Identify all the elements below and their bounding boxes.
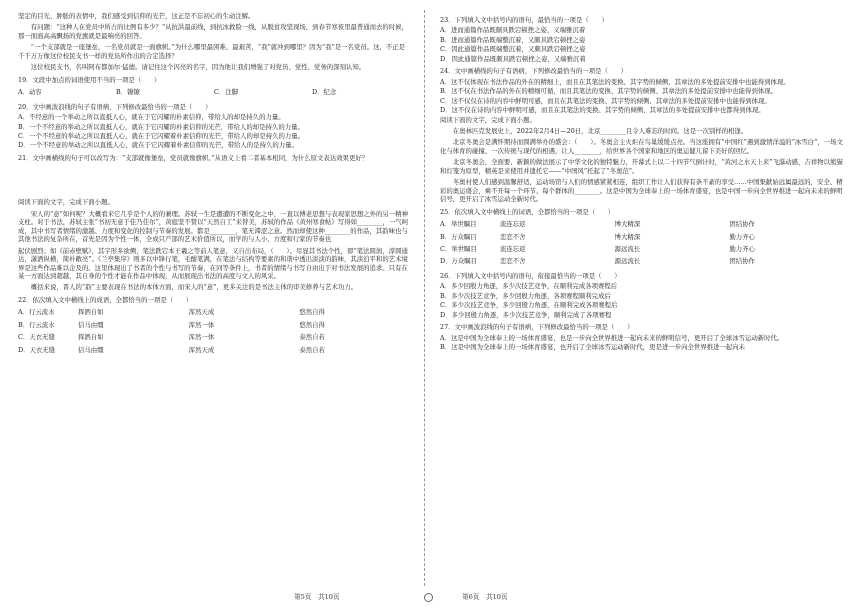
passage-paragraph: 北京冬奥会是满怀期待而圆满举办的盛会：（ ）。冬奥会主火炬在鸟巢缓缓点亮。当这座拥有“中国红”遇到激情洋溢的“冰雪白”，一场文化与体育的碰撞、一次传统与现代的相遇，让人________，给世界各个国家和地区的奥运健儿留下美好的回忆。 — [440, 138, 843, 155]
option-cell: 源远流长 — [614, 257, 641, 266]
option-cell: 博大精深 — [614, 232, 641, 241]
paragraph-quote: “一个支部就是一座堡垒，一名党员就是一面旗帜。”为什么哪里最困难、最艰苦，“我”就冲到哪里？因为“我”是一名党员。这，不正是千千万万像这位校民支书一样的党员所作出的合定选择？ — [18, 43, 406, 60]
option-label: A．行云流水 — [18, 308, 55, 317]
option-label: B．行云流水 — [18, 320, 55, 329]
option-cell: 泰然自若 — [299, 333, 325, 342]
option-label: D．万众瞩目 — [440, 257, 478, 266]
option: B．镣镣 — [116, 88, 140, 97]
question-25-options — [440, 218, 844, 268]
passage-paragraph: 宋人的“意”如何呢？大概看来它几乎是个人的的兼理。苏轼一生是遭遭的不断变化之中，一直以傅老思想与表现家思想之外的另一精神支柱。对于书法，苏轼主张“书初无意于佳乃佳尔”，黄庭坚不赞以“天然自工”来替美，苏轼的作品《黄州寒食帖》写得如________，一气呵成，其中书写者情绪的激越、力度和变化的控制与节奏的发展。都是________，笔无滞涩之意。然而却使这种________的作品，其韵味也与其他书法的复杂所在，首先是因为个性一体，全成只产部的艺术价值所以，而学的与人小、方度和行家的节奏也 — [18, 209, 409, 244]
question-26-stem: 26．下列填入文中括号内的语句，衔接最恰当的一项是（ ） — [440, 271, 621, 280]
option: A．动容 — [18, 88, 42, 97]
page-number-right: 第6页 共10页 — [462, 593, 508, 601]
question-21-stem: 21．文中画横线的句子可以改写为：“支部就像堡垒，党员就像旗帜。”从语义上看二者基本相同，为什么原文表达效果更好？ — [18, 153, 369, 162]
question-22-options — [18, 306, 410, 356]
option-cell: 团结协作 — [729, 257, 755, 266]
option: C．这不仅仅在诗的内容中鲜明可感，而且在其笔法的变换、其字势的倾侧、其章法的多处提前安排中也能得到体现。 — [440, 96, 771, 105]
option: B．这不仅在书法作品的外在的精细可循，而且其笔法的变换、其字势的倾侧、其章法的多处提前安排中也能得到体现。 — [440, 87, 778, 96]
option: A．这是中国为全球奉上的一场体育盛宴，也是一步向全世界推进一起向未来的鲜明信号，更开启了全球冰雪运动新时代。 — [440, 333, 784, 342]
option-cell: 悠然自得 — [299, 308, 325, 317]
option-cell: 信马由缰 — [78, 345, 104, 354]
option: C．一个不经意的举动之所以直抵人心，就在于它闪耀着朴素信仰的光芒，带给人的却是持久的力量。 — [18, 131, 305, 140]
option-label: B．万众瞩目 — [440, 232, 477, 241]
question-23-stem: 23．下列填入文中括号内的语句，最恰当的一项是（ ） — [440, 16, 608, 24]
option: C．注脚 — [214, 88, 239, 97]
option: B．一个不经意的举动之所以直抵人心，就在于它闪耀的朴素信仰的光芒，带给人的却是持久的力量。 — [18, 122, 304, 131]
option-cell: 勤力齐心 — [729, 232, 755, 241]
option-cell: 恋恋不舍 — [500, 257, 526, 266]
option: D．因此通篇作品既颇具跌宕顿挫之姿，又端雅沉着 — [440, 54, 586, 63]
option-cell: 博大精深 — [614, 220, 641, 229]
passage-paragraph: 概括来说，晋人的“韵”主要表现在书法的本体方面，而宋人的“意”，更多关注的是书法主体的审美修养与艺术功力。 — [30, 283, 358, 292]
option-cell: 源远流长 — [614, 244, 641, 253]
option-cell: 浑然天成 — [188, 308, 215, 317]
option-cell: 悠然自得 — [299, 320, 325, 329]
reading-instruction: 阅读下面的文字，完成下面小题。 — [18, 198, 114, 207]
left-page — [18, 12, 410, 359]
question-24-stem: 24．文中画横线的句子有语病，下列修改最恰当的一项是（ ） — [440, 67, 628, 76]
option-cell: 浑然一体 — [188, 320, 215, 329]
option: A．这不仅体现在书法作品的外在的精细上，而且在其笔法的变换、其字势的倾侧、其章法的多处提前安排中也能得到体现。 — [440, 77, 790, 86]
option-label: C．天衣无缝 — [18, 333, 55, 342]
binding-circle-icon — [424, 593, 433, 605]
option-cell: 挥洒自如 — [78, 308, 104, 317]
option-cell: 信马由缰 — [78, 320, 104, 329]
option: B．进而通篇作品既端整沉着，又颇具跌宕顿挫之姿 — [440, 35, 586, 44]
option-cell: 恋恋不舍 — [500, 232, 526, 241]
reading-instruction: 阅读下面的文字，完成下面小题。 — [440, 115, 536, 124]
passage-paragraph: 冬奥村使人们感到温馨舒适，运动场馆与人们的情感紧紧相连，组织工作让人们获得有条不紊的享受……中国集献始远属最远的，安全、精彩的奥运盛会，乘不开每一个环节、每个群体的________。这是中国为全球奉上的一场体育盛宴，也是中国一步向全世界推进一起向未来的鲜明信号，更开启了冰雪运动全新时代。 — [440, 178, 843, 204]
option-label: C．举世瞩目 — [440, 244, 477, 253]
right-page — [440, 12, 844, 353]
page-number-left: 第5页 共10页 — [294, 593, 340, 601]
paragraph: 这位校民支书，名叫阿布都加尔·猛德。请记住这个闪亮的名字，因为他让我们增强了对党员、党性、党务的深刻认知。 — [30, 63, 366, 72]
option-cell: 泰然自若 — [299, 345, 325, 354]
question-20-stem: 20．文中画波浪线的句子有语病，下列修改最恰当的一项是（ ） — [18, 102, 212, 111]
option: C．因此通篇作品既端整沉着，又颇具跌宕顿挫之姿 — [440, 45, 586, 54]
intro-tail: 坚定的目光、肿胀的表情中，我们感受到信仰的光芒，这正是不忘初心的生动注解。 — [18, 12, 255, 20]
page-divider — [424, 10, 425, 586]
option-cell: 挥洒自如 — [78, 333, 104, 342]
question-22-stem: 22．依次填入文中横线上的成语，全都恰当的一项是（ ） — [18, 295, 193, 304]
paragraph: 有问题：“这种人在党员中所占的比例有多少？”从抗洪最前线，到抗冰救险一线，从脱贫攻坚现场，到春节寒夜里最普通而去的时候，那一面面高高飘扬的党旗就是最响亮的回答。 — [18, 23, 408, 40]
option: A．进而通篇作品既颇具跌宕顿挫之姿，又端雅沉着 — [440, 26, 586, 35]
option-cell: 勤力齐心 — [729, 244, 755, 253]
option-label: D．天衣无缝 — [18, 345, 56, 354]
option-cell: 团结协作 — [729, 220, 755, 229]
question-25-stem: 25．依次填入文中横线上的词语，全都恰当的一项是（ ） — [440, 207, 615, 216]
option-cell: 浑然天成 — [188, 345, 215, 354]
option-cell: 流连忘返 — [500, 220, 526, 229]
option-cell: 浑然一体 — [188, 333, 215, 342]
option: A．不经意的一个举动之所以直抵人心，就在于它闪耀的朴素信仰，带给人的却是持久的力量。 — [18, 113, 285, 122]
option: B．多少次技艺竞争，多少回殷力角逐，各项赛程顺利完成后 — [440, 291, 611, 300]
option-label: A．举世瞩目 — [440, 220, 477, 229]
question-19-options — [18, 86, 410, 98]
option: D．一个不经意的举动之所以直抵人心，就在于它闪耀着朴素信仰的光芒，带给人的是持久的力量。 — [18, 141, 298, 150]
passage-paragraph: 在奥林匹克发展史上，2022年2月4日—20日，北京________且令人难忘的时间。这是一次别样的相逢。 — [452, 126, 748, 135]
question-27-stem: 27．文中画波浪线的句子有语病，下列修改最恰当的一项是（ ） — [440, 323, 634, 332]
option: D．多少回殷力角逐，多少次技艺竞争，顺利完成了各项赛程 — [440, 310, 612, 319]
option: D．这不仅在诗的内容中鲜明可感，而且在其笔法的变换、其字势的倾侧、其章法的多处提前安排中也都得到体现。 — [440, 106, 765, 115]
question-19-stem: 19．文段中加点的词语使用不当的一项是（ ） — [18, 75, 161, 84]
option-cell: 流连忘返 — [500, 244, 526, 253]
passage-paragraph: 起伏剧烈；如《前赤壁赋》，其字形多欲侧，笔法跌宕本王羲之等前人笔意，又自出布局，（ ）。尽显其书法个性，即“笔法圆润，淳圆通达，潇洒纵横，简朴敞亮”。《兰亭集序》则多以中锋行笔，毛酣笔满，在笔法与结构等要素的和谐中透出淡淡的韵味，其淡泊平和的艺术境界是这些作品难以企及的。这里体现出了书者的个性与书写的节奏，在同等条件上，书者的情绪与书写自由出于对书法发展的追求。只有在某一方面达到超越，其自身的个性才能在作品中体现，从而展现出书法的高度与文人的风采。 — [18, 246, 408, 280]
option: D．纪念 — [312, 88, 337, 97]
option: A．多少回殷力角逐，多少次技艺竞争，在顺利完成各项赛程后 — [440, 282, 618, 291]
passage-paragraph: 北京冬奥会，全面要、新颖的做法展示了中华文化的独特魅力，开幕式上以二十四节气倒计时，“黄河之水天上来”飞瀑动感，吉祥物以熊猫和灯笼为原型，精英是来使用并遗托它——“中国风”托起了“冬奥范”。 — [440, 158, 843, 175]
option: C．多少次技艺竞争，多少回殷力角逐，在顺利完成各项赛程后 — [440, 301, 618, 310]
option: B．这是中国为全球奉上的一场体育盛宴，也开启了全球冰雪运动新时代，更是进一步向全世界推进一起向未 — [440, 343, 746, 352]
answer-space — [18, 164, 410, 198]
